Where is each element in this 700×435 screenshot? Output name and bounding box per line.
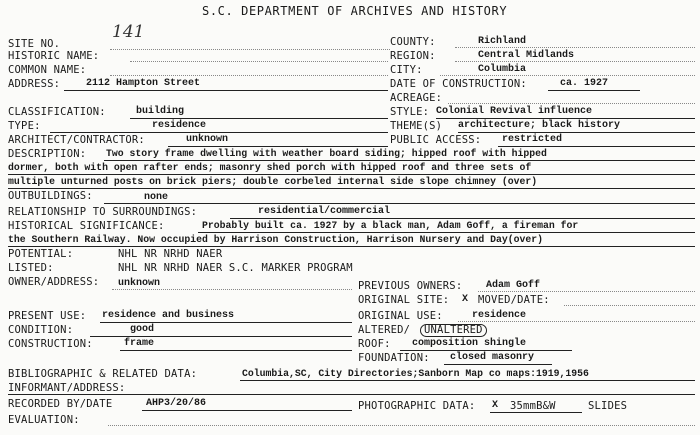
photographic-slides: SLIDES [588, 400, 628, 412]
architect-line [168, 146, 388, 147]
construction-label: CONSTRUCTION: [8, 338, 93, 350]
evaluation-label: EVALUATION: [8, 414, 80, 426]
recorded-by-value: AHP3/20/86 [146, 398, 207, 409]
moved-date-line [564, 305, 695, 306]
site-no-value: 141 [112, 22, 145, 42]
date-construction-line [548, 90, 640, 91]
site-no-line [110, 49, 390, 50]
condition-line [90, 336, 352, 337]
outbuildings-label: OUTBUILDINGS: [8, 190, 93, 202]
roof-label: ROOF: [358, 338, 391, 350]
evaluation-line [108, 425, 695, 426]
themes-line [458, 132, 695, 133]
county-line [455, 47, 695, 48]
relationship-line [230, 218, 695, 219]
altered-label: ALTERED/ [358, 324, 411, 336]
foundation-value: closed masonry [450, 352, 535, 363]
type-line [50, 132, 388, 133]
informant-line [8, 394, 695, 395]
themes-value: architecture; black history [458, 120, 621, 131]
owner-line [112, 289, 352, 290]
outbuildings-line [104, 203, 695, 204]
photographic-film: 35mmB&W [510, 400, 556, 412]
description-underline-2 [8, 174, 695, 175]
listed-options: NHL NR NRHD NAER S.C. MARKER PROGRAM [118, 262, 353, 274]
description-underline-1 [104, 160, 695, 161]
original-use-label: ORIGINAL USE: [358, 310, 443, 322]
foundation-line [444, 364, 552, 365]
historic-name-line [130, 61, 388, 62]
original-site-label: ORIGINAL SITE: [358, 294, 450, 306]
condition-value: good [130, 324, 155, 335]
region-line [455, 61, 695, 62]
original-site-mark: X [462, 294, 469, 305]
type-label: TYPE: [8, 120, 41, 132]
previous-owners-line [478, 291, 695, 292]
relationship-label: RELATIONSHIP TO SURROUNDINGS: [8, 206, 198, 218]
recorded-by-label: RECORDED BY/DATE [8, 398, 113, 410]
style-line [436, 118, 695, 119]
address-label: ADDRESS: [8, 78, 61, 90]
unaltered-circled: UNALTERED [420, 324, 487, 337]
previous-owners-value: Adam Goff [486, 280, 541, 291]
common-name-line [110, 75, 388, 76]
card-title: S.C. DEPARTMENT OF ARCHIVES AND HISTORY [202, 4, 508, 18]
themes-label: THEME(S) [390, 120, 443, 132]
description-line-3: multiple unturned posts on brick piers; double corbeled internal side slope chimney (over) [8, 176, 538, 187]
style-value: Colonial Revival influence [436, 106, 593, 117]
historical-significance-line-1: Probably built ca. 1927 by a black man, Adam Goff, a fireman for [202, 220, 579, 231]
date-construction-value: ca. 1927 [560, 78, 609, 89]
historic-name-label: HISTORIC NAME: [8, 50, 100, 62]
construction-value: frame [124, 338, 155, 349]
style-label: STYLE: [390, 106, 430, 118]
public-access-value: restricted [502, 134, 563, 145]
historical-significance-underline-2 [8, 246, 695, 247]
outbuildings-value: none [144, 192, 169, 203]
photographic-label: PHOTOGRAPHIC DATA: [358, 400, 476, 412]
construction-line [120, 350, 352, 351]
description-line-1: Two story frame dwelling with weather board siding; hipped roof with hipped [106, 148, 547, 159]
condition-label: CONDITION: [8, 324, 74, 336]
recorded-by-line [142, 410, 352, 411]
classification-value: building [136, 106, 185, 117]
roof-line [400, 350, 572, 351]
owner-label: OWNER/ADDRESS: [8, 276, 100, 288]
bibliographic-line [240, 380, 695, 381]
city-line [440, 75, 695, 76]
historical-significance-line-2: the Southern Railway. Now occupied by Harrison Construction, Harrison Nursery and Day(over) [8, 234, 543, 245]
site-no-label: SITE NO. [8, 38, 61, 50]
photographic-mark: X [492, 400, 499, 411]
county-label: COUNTY: [390, 36, 436, 48]
region-value: Central Midlands [478, 50, 575, 61]
architect-value: unknown [186, 134, 229, 145]
public-access-label: PUBLIC ACCESS: [390, 134, 482, 146]
historical-significance-label: HISTORICAL SIGNIFICANCE: [8, 220, 165, 232]
address-line [64, 90, 388, 91]
common-name-label: COMMON NAME: [8, 64, 87, 76]
listed-label: LISTED: [8, 262, 54, 274]
architect-label: ARCHITECT/CONTRACTOR: [8, 134, 145, 146]
address-value: 2112 Hampton Street [86, 78, 201, 89]
acreage-line [448, 103, 695, 104]
photographic-line [490, 412, 582, 413]
county-value: Richland [478, 36, 527, 47]
bibliographic-value: Columbia,SC, City Directories;Sanborn Map co maps:1919,1956 [242, 368, 589, 379]
original-use-value: residence [472, 310, 527, 321]
description-line-2: dormer, both with open rafter ends; masonry shed porch with hipped roof and three sets of [8, 162, 532, 173]
original-use-line [458, 321, 695, 322]
date-construction-label: DATE OF CONSTRUCTION: [390, 78, 527, 90]
present-use-label: PRESENT USE: [8, 310, 87, 322]
relationship-value: residential/commercial [258, 206, 391, 217]
historical-significance-underline-1 [198, 232, 695, 233]
public-access-line [498, 146, 695, 147]
present-use-value: residence and business [102, 310, 235, 321]
bibliographic-label: BIBLIOGRAPHIC & RELATED DATA: [8, 368, 198, 380]
potential-options: NHL NR NRHD NAER [118, 248, 223, 260]
type-value: residence [152, 120, 207, 131]
foundation-label: FOUNDATION: [358, 352, 430, 364]
city-value: Columbia [478, 64, 527, 75]
description-underline-3 [8, 188, 695, 189]
classification-label: CLASSIFICATION: [8, 106, 106, 118]
previous-owners-label: PREVIOUS OWNERS: [358, 280, 463, 292]
region-label: REGION: [390, 50, 436, 62]
moved-date-label: MOVED/DATE: [478, 294, 550, 306]
city-label: CITY: [390, 64, 423, 76]
informant-label: INFORMANT/ADDRESS: [8, 382, 126, 394]
owner-value: unknown [118, 278, 161, 289]
acreage-label: ACREAGE: [390, 92, 443, 104]
classification-line [130, 118, 388, 119]
potential-label: POTENTIAL: [8, 248, 74, 260]
description-label: DESCRIPTION: [8, 148, 87, 160]
present-use-line [100, 322, 352, 323]
roof-value: composition shingle [412, 338, 527, 349]
